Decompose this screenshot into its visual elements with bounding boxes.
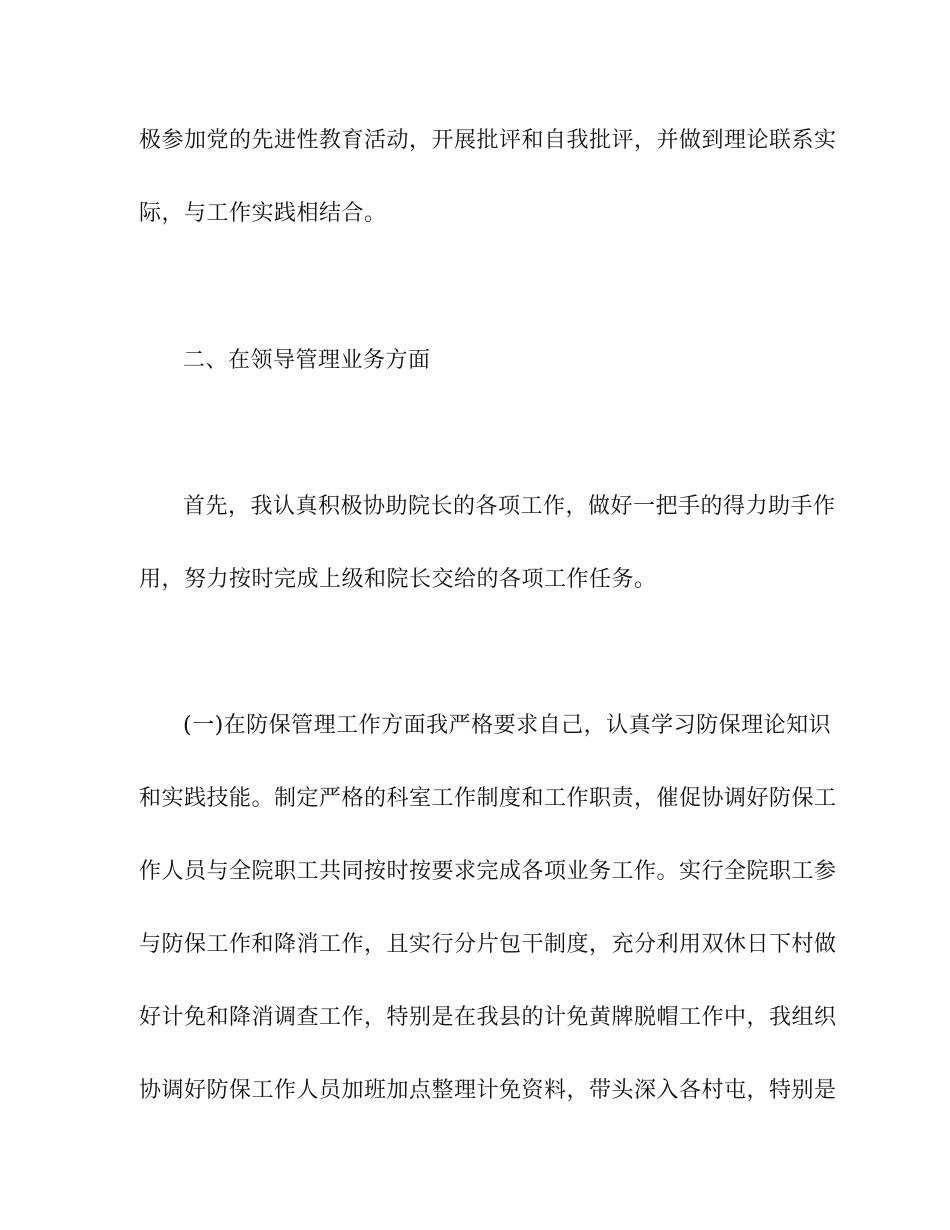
paragraph-2-line-2: 用，努力按时完成上级和院长交给的各项工作任务。 <box>139 567 657 592</box>
paragraph-3-line-1: (一)在防保管理工作方面我严格要求自己，认真学习防保理论知识 <box>183 713 832 738</box>
paragraph-3-line-2: 和实践技能。制定严格的科室工作制度和工作职责，催促协调好防保工 <box>139 786 837 811</box>
paragraph-1-line-2: 际，与工作实践相结合。 <box>139 201 387 226</box>
paragraph-3-line-4: 与防保工作和降消工作，且实行分片包干制度，充分利用双休日下村做 <box>139 932 837 957</box>
paragraph-3-line-6: 协调好防保工作人员加班加点整理计免资料，带头深入各村屯，特别是 <box>139 1078 837 1103</box>
paragraph-1-line-1: 极参加党的先进性教育活动，开展批评和自我批评，并做到理论联系实 <box>139 128 837 153</box>
paragraph-2-line-1: 首先，我认真积极协助院长的各项工作，做好一把手的得力助手作 <box>183 494 836 519</box>
paragraph-3-line-5: 好计免和降消调查工作，特别是在我县的计免黄牌脱帽工作中，我组织 <box>139 1005 837 1030</box>
section-heading: 二、在领导管理业务方面 <box>183 348 431 373</box>
paragraph-3-line-3: 作人员与全院职工共同按时按要求完成各项业务工作。实行全院职工参 <box>139 859 837 884</box>
